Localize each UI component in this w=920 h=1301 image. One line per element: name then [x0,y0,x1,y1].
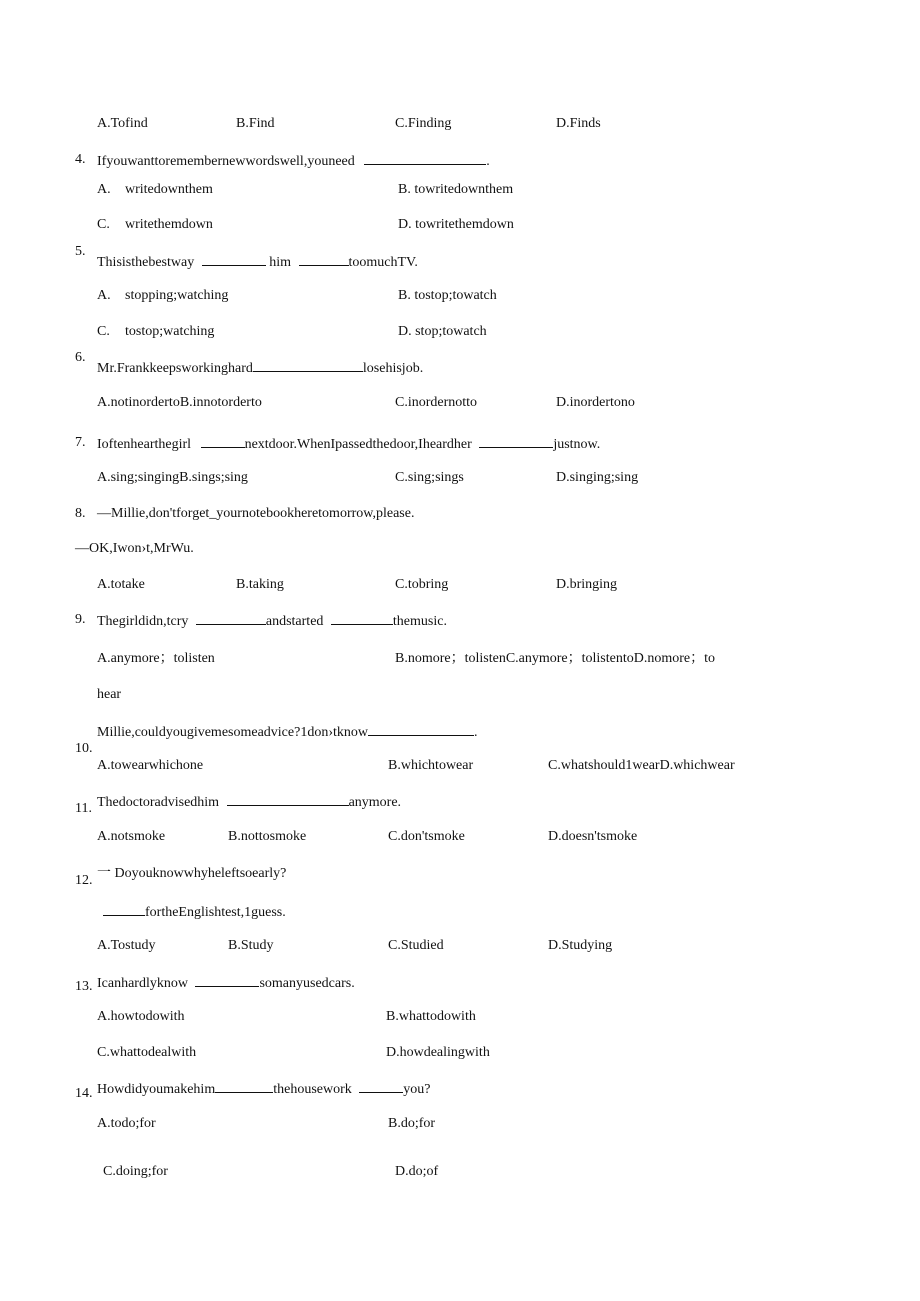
option-c: C.inordernotto [395,395,478,410]
question-stem [97,359,423,377]
option-d: D.doesn'tsmoke [548,829,638,844]
stem-text: Thegirldidn,tcry [97,614,189,629]
stem-text: Icanhardlyknow [97,976,188,991]
option-a: A.anymore；tolisten [97,651,215,666]
q3-option-b: B.Find [236,116,275,131]
question-number: 14. [75,1086,93,1101]
answer-blank [299,253,349,266]
question-stem: 一 Doyouknowwhyheleftsoearly? [97,866,287,881]
dialogue-reply [103,903,286,921]
option-ab: A.notinordertoB.innotorderto [97,395,262,410]
option-a: A.notsmoke [97,829,166,844]
option-c-letter: C. [97,324,110,339]
option-d: D.howdealingwith [386,1045,490,1060]
stem-text: somanyusedcars. [259,976,355,991]
question-number: 11. [75,801,92,816]
question-stem: —Millie,don'tforget_yournotebookheretomorrow,please. [97,506,415,521]
question-number: 13. [75,979,93,994]
option-b: B. towritedownthem [398,182,514,197]
option-c: C.don'tsmoke [388,829,465,844]
option-d: D.singing;sing [556,470,639,485]
question-number: 12. [75,873,93,888]
stem-text: Millie,couldyougivemesomeadvice?1don›tknow [97,725,368,740]
question-number: 8. [75,506,86,521]
option-d: D.do;of [395,1164,439,1179]
stem-text: Howdidyoumakehim [97,1082,216,1097]
option-continued: hear [97,687,122,702]
option-b: B.do;for [388,1116,436,1131]
option-d: D.Studying [548,938,613,953]
stem-text: andstarted [265,614,324,629]
question-stem [97,253,418,271]
question-stem [97,435,600,453]
option-bcd: B.nomore；tolistenC.anymore；tolistentoD.nomore；to [395,651,716,666]
answer-blank [103,903,145,916]
question-number: 9. [75,612,86,627]
option-c: C.doing;for [103,1164,168,1179]
option-a: A.Tostudy [97,938,156,953]
stem-text: themusic. [392,614,447,629]
question-stem [97,1080,430,1098]
answer-blank [227,793,349,806]
option-d: D. stop;towatch [398,324,487,339]
question-stem [97,152,490,170]
option-c: writethemdown [125,217,213,232]
option-c: C.tobring [395,577,449,592]
q3-option-a: A.Tofind [97,116,148,131]
answer-blank [202,253,266,266]
answer-blank [364,152,486,165]
answer-blank [479,435,553,448]
question-stem [97,974,355,992]
option-a: writedownthem [125,182,213,197]
question-stem [97,793,401,811]
option-c: C.whattodealwith [97,1045,197,1060]
question-number: 5. [75,244,86,259]
stem-text: Mr.Frankkeepsworkinghard [97,361,253,376]
option-d: D.bringing [556,577,618,592]
q3-option-c: C.Finding [395,116,452,131]
stem-text: Ioftenhearthegirl [97,437,192,452]
option-cd: C.whatshould1wearD.whichwear [548,758,735,773]
stem-text: Ifyouwanttoremembernewwordswell,youneed [97,154,355,169]
answer-blank [195,974,259,987]
option-c: C.sing;sings [395,470,464,485]
answer-blank [196,612,266,625]
stem-text: anymore. [348,795,402,810]
option-b: B.taking [236,577,284,592]
option-c-letter: C. [97,217,110,232]
stem-text: nextdoor.WhenIpassedthedoor,Iheardher [244,437,472,452]
option-a: A.totake [97,577,145,592]
stem-text: thehousework [273,1082,352,1097]
question-stem [97,723,478,741]
option-a: A.todo;for [97,1116,156,1131]
answer-blank [331,612,393,625]
option-d: D. towritethemdown [398,217,514,232]
answer-blank [368,723,474,736]
stem-text: toomuchTV. [348,255,418,270]
stem-text: him [269,255,291,270]
question-number: 7. [75,435,86,450]
question-number: 4. [75,152,86,167]
stem-end: . [474,725,478,740]
stem-text: Thisisthebestway [97,255,195,270]
option-c: C.Studied [388,938,444,953]
stem-text: fortheEnglishtest,1guess. [145,905,286,920]
option-ab: A.sing;singingB.sings;sing [97,470,248,485]
question-number: 6. [75,350,86,365]
answer-blank [215,1080,273,1093]
option-a: A.towearwhichone [97,758,204,773]
option-c: tostop;watching [125,324,215,339]
answer-blank [359,1080,403,1093]
stem-text: losehisjob. [362,361,424,376]
option-b: B.nottosmoke [228,829,307,844]
option-b: B.whichtowear [388,758,474,773]
option-b: B.whattodowith [386,1009,476,1024]
q3-option-d: D.Finds [556,116,601,131]
option-a-letter: A. [97,288,111,303]
option-a-letter: A. [97,182,111,197]
answer-blank [253,359,363,372]
option-b: B. tostop;towatch [398,288,497,303]
option-a: A.howtodowith [97,1009,185,1024]
question-stem [97,612,447,630]
dialogue-reply: —OK,Iwon›t,MrWu. [75,541,194,556]
stem-text: Thedoctoradvisedhim [97,795,220,810]
answer-blank [201,435,245,448]
question-number: 10. [75,741,93,756]
stem-end: . [486,154,490,169]
option-b: B.Study [228,938,274,953]
option-a: stopping;watching [125,288,229,303]
stem-text: you? [403,1082,431,1097]
option-d: D.inordertono [556,395,635,410]
stem-text: justnow. [553,437,601,452]
